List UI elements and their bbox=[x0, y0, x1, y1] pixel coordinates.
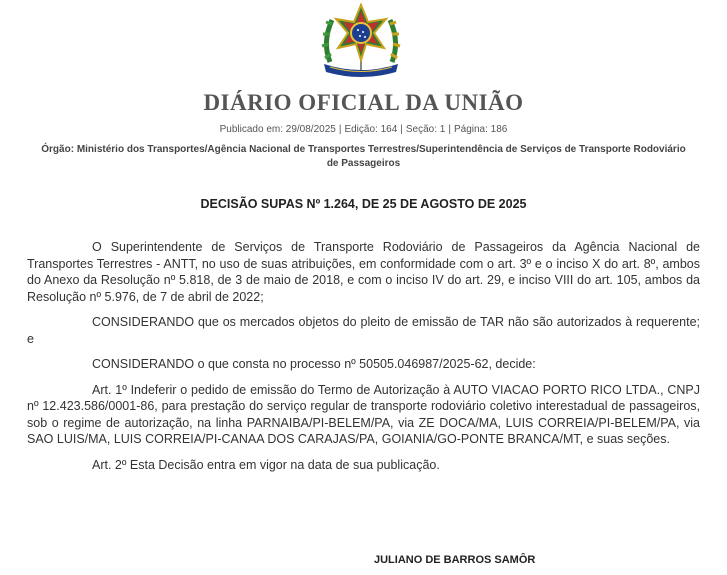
page-number: Página: 186 bbox=[453, 124, 508, 135]
organ-label: Órgão: bbox=[41, 144, 75, 155]
organ-name: Ministério dos Transportes/Agência Nacional de Transportes Terrestres/Superintendência de Serviços de Transporte Rodoviário de Passageiros bbox=[76, 144, 686, 169]
considerando-paragraph: CONSIDERANDO o que consta no processo nº 50505.046987/2025-62, decide: bbox=[92, 357, 536, 371]
considerando-paragraph: CONSIDERANDO que os mercados objetos do pleito de emissão de TAR não são autorizados à requerente; e bbox=[27, 315, 700, 346]
article-1-paragraph: Art. 1º Indeferir o pedido de emissão do Termo de Autorização à AUTO VIACAO PORTO RICO LTDA., CNPJ nº 12.423.586/0001-86, para prestação do serviço regular de transporte rodoviário coletivo interestadual de passageiros, sob o regime de autorização, na linha PARNAIBA/PI-BELEM/PA, via ZE DOCA/MA, LUIS CORREIA/PI-BELEM/PA, via SAO LUIS/MA, LUIS CORREIA/PI-CANAA DOS CARAJAS/PA, GOIANIA/GO-PONTE BRANCA/MT, e suas seções. bbox=[27, 382, 700, 446]
section-number: Seção: 1 bbox=[405, 124, 446, 135]
edition-number: Edição: 164 bbox=[344, 124, 398, 135]
issuing-organ bbox=[36, 143, 691, 171]
separator: | bbox=[338, 124, 342, 135]
publication-info bbox=[0, 124, 727, 135]
signatory-name: JULIANO DE BARROS SAMÔR bbox=[374, 554, 536, 566]
separator: | bbox=[400, 124, 403, 135]
article-2-paragraph: Art. 2º Esta Decisão entra em vigor na data de sua publicação. bbox=[92, 457, 440, 472]
separator: | bbox=[448, 124, 451, 135]
decision-body bbox=[27, 239, 700, 482]
published-date: Publicado em: 29/08/2025 bbox=[219, 124, 336, 135]
newspaper-masthead: DIÁRIO OFICIAL DA UNIÃO bbox=[203, 90, 524, 115]
preamble-paragraph: O Superintendente de Serviços de Transporte Rodoviário de Passageiros da Agência Nacional de Transportes Terrestres - ANTT, no uso de suas atribuições, em conformidade com o art. 3º e o inciso X do art. 8º, ambos do Anexo da Resolução nº 5.818, de 3 de maio de 2018, e com o inciso IV do art. 29, e inciso VIII do art. 105, ambos da Resolução nº 5.976, de 7 de abril de 2022; bbox=[27, 240, 700, 304]
decision-title: DECISÃO SUPAS Nº 1.264, DE 25 DE AGOSTO DE 2025 bbox=[200, 197, 527, 211]
brazil-coat-of-arms-icon bbox=[316, 2, 406, 78]
